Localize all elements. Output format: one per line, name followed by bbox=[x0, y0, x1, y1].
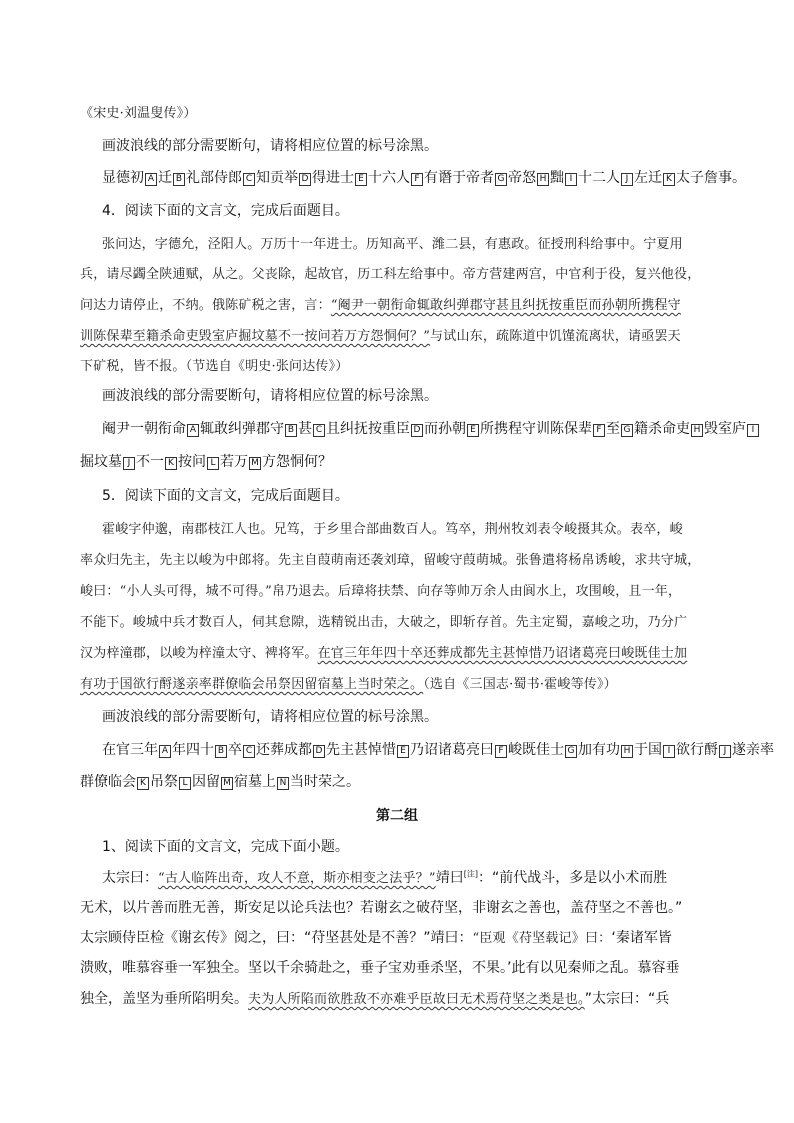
option-marker-a[interactable]: A bbox=[187, 424, 199, 437]
wavy-underlined-text: “阉尹一朝衔命辄敢纠弹郡守甚且纠抚按重臣而孙朝所携程守 bbox=[330, 298, 681, 313]
source-citation: 《宋史·刘温叟传》） bbox=[80, 106, 197, 121]
instruction-text: 画波浪线的部分需要断句，请将相应位置的标号涂黑。 bbox=[102, 138, 438, 154]
passage-line: 无术，以片善而胜无善，斯安足以论兵法也？若谢玄之破苻坚，非谢玄之善也，盖苻坚之不善也。” bbox=[80, 900, 683, 916]
option-text: 年四十 bbox=[172, 742, 214, 758]
passage-segment: 汉为梓潼郡，以峻为梓潼太守、裨将军。 bbox=[80, 646, 318, 661]
option-text: 方怨恫何？ bbox=[262, 454, 332, 470]
passage-segment: （选自《三国志·蜀书·霍峻等传》） bbox=[423, 677, 617, 692]
option-marker-m[interactable]: M bbox=[249, 457, 261, 470]
option-text: 还葬成都 bbox=[256, 742, 312, 758]
option-text: 加有功 bbox=[578, 742, 620, 758]
instruction-text: 画波浪线的部分需要断句，请将相应位置的标号涂黑。 bbox=[102, 709, 438, 725]
option-marker-i[interactable]: I bbox=[747, 424, 759, 437]
wavy-underlined-text: 训陈保辈至籍杀命吏毁室庐掘坟墓不一按问若万方怨恫何？” bbox=[80, 329, 431, 344]
footnote-marker: [注] bbox=[463, 869, 478, 879]
option-text: 阉尹一朝衔命 bbox=[102, 421, 186, 437]
option-marker-b[interactable]: B bbox=[285, 424, 297, 437]
option-text: 而孙朝 bbox=[424, 421, 466, 437]
passage-segment: 太宗曰： bbox=[102, 870, 158, 886]
passage-line: 下矿税，皆不报。（节选自《明史·张问达传》） bbox=[80, 359, 349, 374]
option-text: 辄敢纠弹郡守 bbox=[200, 421, 284, 437]
option-text: 毁室庐 bbox=[704, 421, 746, 437]
option-text: 得进士 bbox=[312, 170, 354, 186]
passage-line: 张问达，字德允，泾阳人。万历十一年进士。历知高平、潍二县，有惠政。征授刑科给事中。宁夏用 bbox=[102, 237, 683, 252]
option-text: 按问 bbox=[178, 454, 206, 470]
option-text: 所携程守训陈保辈 bbox=[480, 421, 592, 437]
option-marker-d[interactable]: D bbox=[411, 424, 423, 437]
option-marker-k[interactable]: K bbox=[137, 777, 149, 790]
option-marker-l[interactable]: L bbox=[207, 457, 219, 470]
section-heading: 第二组 bbox=[376, 808, 418, 824]
option-marker-h[interactable]: H bbox=[537, 173, 549, 186]
option-text: 帝怒 bbox=[508, 170, 536, 186]
passage-segment: 独全，盖坚为垂所陷明矣。 bbox=[80, 991, 248, 1007]
option-text: 宿墓上 bbox=[234, 774, 276, 790]
passage-line: 兵，请尽蠲全陕逋赋，从之。父丧除，起故官，历工科左给事中。帝方营建两宫，中官利于役，复兴他役， bbox=[80, 267, 701, 282]
passage-line bbox=[80, 325, 681, 344]
option-text: 若万 bbox=[220, 454, 248, 470]
option-marker-e[interactable]: E bbox=[355, 173, 367, 186]
option-text: 十二人 bbox=[578, 170, 620, 186]
passage-line bbox=[80, 294, 681, 313]
wavy-underlined-text: 有功于国欲行酹遂亲率群僚临会吊祭因留宿墓上当时荣之。 bbox=[80, 677, 424, 692]
option-text: 礼部侍郎 bbox=[186, 170, 242, 186]
option-text: 掘坟墓 bbox=[80, 454, 122, 470]
option-text: 群僚临会 bbox=[80, 774, 136, 790]
option-text: 因留 bbox=[192, 774, 220, 790]
question-heading: 4．阅读下面的文言文，完成后面题目。 bbox=[102, 203, 349, 219]
option-marker-j[interactable]: J bbox=[621, 173, 633, 186]
option-marker-a[interactable]: A bbox=[145, 173, 157, 186]
option-marker-c[interactable]: C bbox=[243, 745, 255, 758]
option-text: 峻既佳士 bbox=[508, 742, 564, 758]
option-text: 且纠抚按重臣 bbox=[326, 421, 410, 437]
option-text: 在官三年 bbox=[102, 742, 158, 758]
option-text: 迁 bbox=[158, 170, 172, 186]
option-marker-g[interactable]: G bbox=[565, 745, 577, 758]
option-marker-b[interactable]: B bbox=[215, 745, 227, 758]
passage-segment: ‘秦诸军皆 bbox=[611, 930, 672, 946]
passage-segment: 靖曰 bbox=[435, 870, 464, 886]
passage-segment: 问达力请停止，不纳。俄陈矿税之害，言： bbox=[80, 298, 331, 313]
passage-line: 霍峻字仲邈，南郡枝江人也。兄笃，于乡里合部曲数百人。笃卒，荆州牧刘表令峻摄其众。表卒，峻 bbox=[102, 522, 683, 537]
question-heading: 1、阅读下面的文言文，完成下面小题。 bbox=[102, 839, 349, 855]
passage-line: 溃败，唯慕容垂一军独全。坚以千余骑赴之，垂子宝劝垂杀坚，不果。’此有以见秦师之乱。慕容垂 bbox=[80, 960, 680, 976]
option-marker-e[interactable]: E bbox=[397, 745, 409, 758]
option-marker-c[interactable]: C bbox=[313, 424, 325, 437]
option-marker-d[interactable]: D bbox=[313, 745, 325, 758]
passage-segment: 太宗顾侍臣检《谢玄传》阅之，曰：“苻坚甚处是不善？”靖曰： bbox=[80, 930, 473, 946]
passage-segment: 与试山东，疏陈道中饥馑流离状，请亟罢天 bbox=[430, 329, 681, 344]
option-marker-j[interactable]: J bbox=[123, 457, 135, 470]
option-text: 遂亲率 bbox=[732, 742, 774, 758]
passage-segment: “臣观《苻坚载记》曰： bbox=[472, 931, 612, 946]
option-marker-g[interactable]: G bbox=[621, 424, 633, 437]
option-marker-f[interactable]: F bbox=[495, 745, 507, 758]
option-marker-d[interactable]: D bbox=[299, 173, 311, 186]
option-text: 有谮于帝者 bbox=[424, 170, 494, 186]
passage-line bbox=[80, 642, 687, 661]
option-marker-g[interactable]: G bbox=[495, 173, 507, 186]
passage-line bbox=[102, 867, 667, 887]
option-marker-k[interactable]: K bbox=[663, 173, 675, 186]
option-marker-i[interactable]: I bbox=[565, 173, 577, 186]
wavy-underlined-text: 在官三年年四十卒还葬成都先主甚悼惜乃诏诸葛亮曰峻既佳士加 bbox=[317, 646, 688, 661]
passage-segment: ”太宗曰：“兵 bbox=[584, 991, 670, 1007]
option-marker-j[interactable]: J bbox=[719, 745, 731, 758]
passage-line bbox=[80, 673, 617, 692]
option-text: 于国 bbox=[634, 742, 662, 758]
option-marker-b[interactable]: B bbox=[173, 173, 185, 186]
option-marker-c[interactable]: C bbox=[243, 173, 255, 186]
option-marker-n[interactable]: N bbox=[277, 777, 289, 790]
option-marker-h[interactable]: H bbox=[691, 424, 703, 437]
option-text: 左迁 bbox=[634, 170, 662, 186]
passage-line bbox=[80, 988, 669, 1008]
option-marker-a[interactable]: A bbox=[159, 745, 171, 758]
option-text: 不一 bbox=[136, 454, 164, 470]
answer-options-line[interactable] bbox=[102, 418, 760, 438]
passage-line: 峻曰：“小人头可得，城不可得。”帛乃退去。后璋将扶禁、向存等帅万余人由阆水上，攻围峻，且一年， bbox=[80, 584, 682, 599]
option-marker-l[interactable]: L bbox=[179, 777, 191, 790]
passage-line bbox=[80, 927, 672, 947]
option-text: 至 bbox=[606, 421, 620, 437]
option-marker-f[interactable]: F bbox=[593, 424, 605, 437]
option-text: 甚 bbox=[298, 421, 312, 437]
answer-options-line[interactable] bbox=[102, 167, 746, 187]
option-text: 显德初 bbox=[102, 170, 144, 186]
question-heading: 5．阅读下面的文言文，完成后面题目。 bbox=[102, 488, 349, 504]
option-text: 十六人 bbox=[368, 170, 410, 186]
option-text: 乃诏诸葛亮曰 bbox=[410, 742, 494, 758]
wavy-underlined-text: 夫为人所陷而欲胜敌不亦难乎臣故曰无术焉苻坚之类是也。 bbox=[248, 992, 585, 1007]
option-text: 太子詹事。 bbox=[676, 170, 746, 186]
instruction-text: 画波浪线的部分需要断句，请将相应位置的标号涂黑。 bbox=[102, 388, 438, 404]
option-text: 知贡举 bbox=[256, 170, 298, 186]
option-text: 吊祭 bbox=[150, 774, 178, 790]
option-marker-m[interactable]: M bbox=[221, 777, 233, 790]
option-text: 籍杀命吏 bbox=[634, 421, 690, 437]
passage-line: 不能下。峻城中兵才数百人，伺其怠隙，选精锐出击，大破之，即斩存首。先主定蜀，嘉峻之功，乃分广 bbox=[80, 615, 688, 630]
option-marker-e[interactable]: E bbox=[467, 424, 479, 437]
option-text: 卒 bbox=[228, 742, 242, 758]
option-marker-h[interactable]: H bbox=[621, 745, 633, 758]
passage-segment: ：“前代战斗，多是以小术而胜 bbox=[477, 870, 668, 886]
option-text: 黜 bbox=[550, 170, 564, 186]
option-marker-f[interactable]: F bbox=[411, 173, 423, 186]
option-marker-i[interactable]: I bbox=[663, 745, 675, 758]
answer-options-line[interactable] bbox=[102, 739, 774, 759]
passage-line: 率众归先主，先主以峻为中郎将。先主自葭萌南还袭刘璋，留峻守葭萌城。张鲁遣将杨帛诱峻，求共守城， bbox=[80, 553, 701, 568]
option-text: 欲行酹 bbox=[676, 742, 718, 758]
wavy-underlined-text: “古人临阵出奇，攻人不意，斯亦相变之法乎？” bbox=[158, 871, 436, 886]
option-text: 先主甚悼惜 bbox=[326, 742, 396, 758]
answer-options-line[interactable] bbox=[80, 771, 360, 791]
answer-options-line[interactable] bbox=[80, 451, 332, 471]
option-text: 当时荣之。 bbox=[290, 774, 360, 790]
option-marker-k[interactable]: K bbox=[165, 457, 177, 470]
